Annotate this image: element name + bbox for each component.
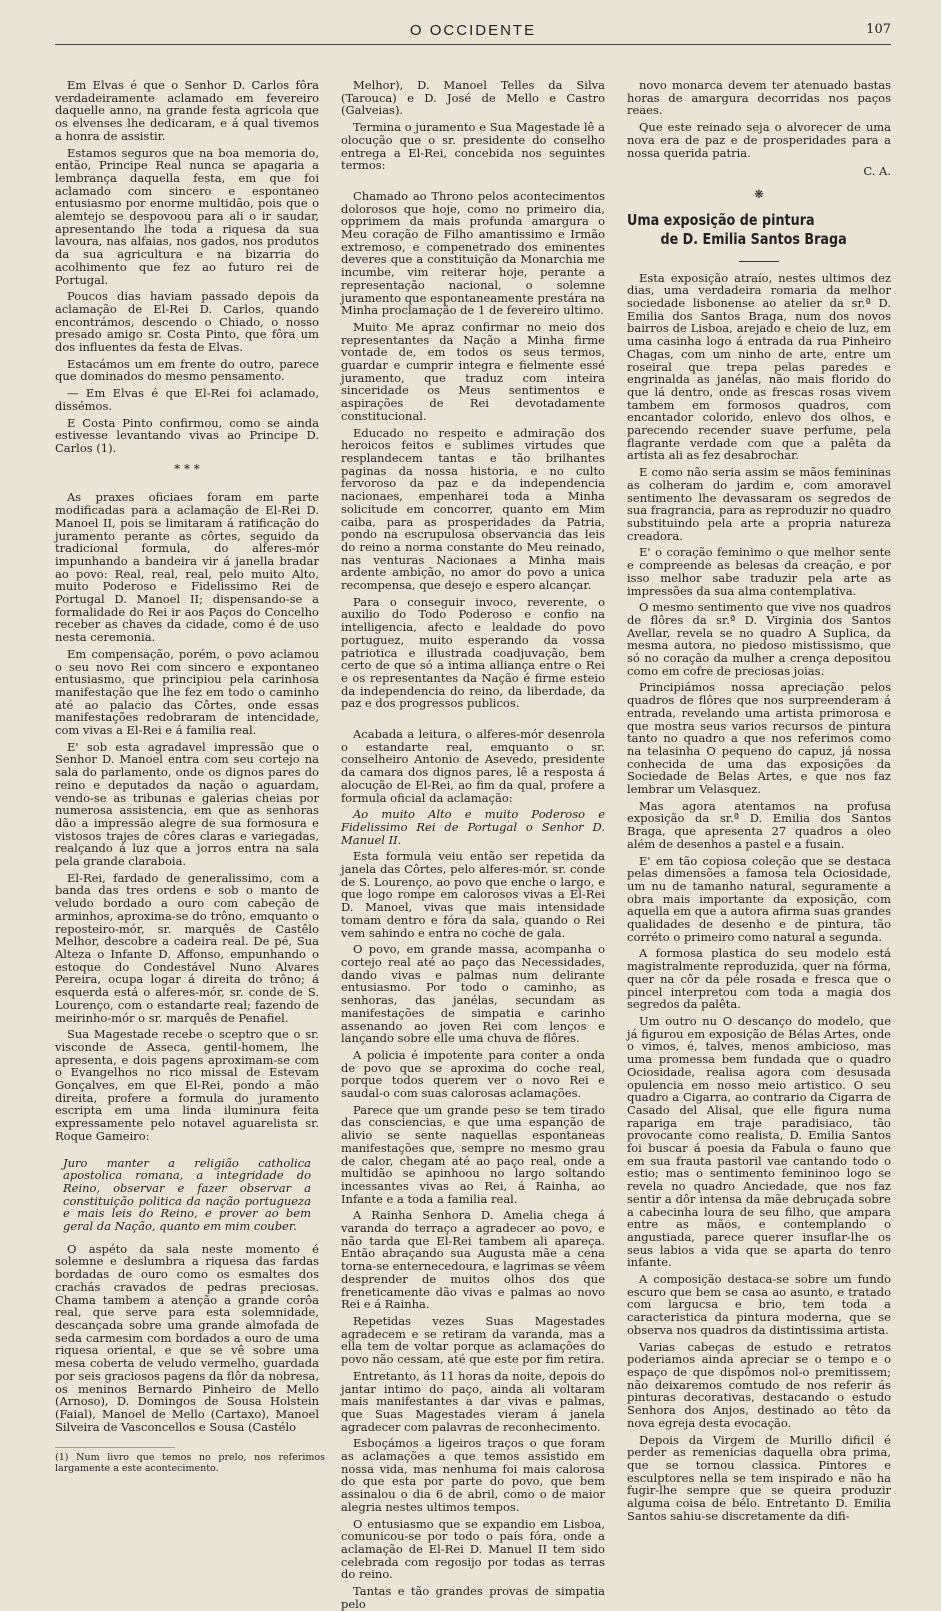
- paragraph: Entretanto, ás 11 horas da noite, depois do jantar intimo do paço, ainda ali voltaram mais manifestantes a dar vivas e palmas, que Suas Magestades vieram á janela agradecer com palavras de reconhecimento.: [341, 1368, 606, 1434]
- signature: C. A.: [863, 164, 891, 179]
- paragraph: Um outro nu O descanço do modelo, que já figurou em exposição de Bélas Artes, onde o vimos, é, talves, menos ambicioso, mas uma promessa bem fundada que o quadro Ociosidade, realisa agora com desusada opulencia em nosso meio artistico. O seu quadro a Cigarra, ao contrario da Cigarra de Casado del Alisal, que elle figura numa rapariga em traje paradisiaco, tão provocante como realista, D. Emilia Santos foi buscar á poesia da Fabula o fauno que em sua frauta pastoril vae cantando todo o estio; mas o sentimento femininoo logo se revela no quadro Anciedade, que nos faz sentir a dôr intensa da mãe debruçada sobre a cabecinha loura de seu filho, que ampara entre as mãos, e contemplando o angustiada, parece querer insuflar-lhe os seus labios a vida que se aparta do tenro infante.: [627, 1014, 891, 1270]
- paragraph: E como não seria assim se mãos femininas as colheram do jardim e, com amoravel sentimento lhe devassaram os segredos de sua fragrancia, para as reproduzir no quadro substituindo pela arte a propria natureza creadora.: [627, 465, 891, 543]
- paragraph: Em compensação, porém, o povo aclamou o seu novo Rei com sincero e expontaneo entusiasmo, que principiou pela carinhosa manifestação que lhe fez em todo o caminho até ao palacio das Côrtes, onde essas manifestações redobraram de intencidade, com vivas a El-Rei e á familia real.: [55, 646, 319, 738]
- paragraph: Educado no respeito e admiração dos heroicos feitos e sublimes virtudes que resplandecem tantas e tão brilhantes paginas da nossa historia, e no culto fervoroso da paz e da independencia nacionaes, empenharei toda a Minha solicitude em concorrer, quanto em Mim caiba, para as prosperidades da Patria, pondo na escrupulosa observancia das leis do reino a norma constante do Meu reinado, nas venturas Nacionaes a Minha mais ardente ambição, no amor do povo a unica recompensa, que desejo e espero alcançar.: [341, 425, 605, 593]
- title-rule: [739, 261, 779, 262]
- paragraph: Principiámos nossa apreciação pelos quadros de flôres que nos surpreenderam á entrada, revelando uma artista primorosa e que mostra seus varios recursos de pintura tanto no quadro a que nos referimos como na telasinha O pequeno do capuz, já nossa conhecida de uma das exposições da Sociedade de Belas Artes, e que nos faz lembrar um Velasquez.: [627, 680, 891, 797]
- paragraph: Estacámos um em frente do outro, parece que dominados do mesmo pensamento.: [55, 356, 319, 384]
- article-title-line-1: Uma exposição de pintura: [627, 210, 815, 229]
- footnote-text: (1) Num livro que temos no prelo, nos referimos largamente a este acontecimento.: [55, 1452, 325, 1475]
- paragraph: Repetidas vezes Suas Magestades agradecem e se retiram da varanda, mas a ella tem de voltar porque as aclamações do povo não cessam, até que este por fim retira.: [341, 1313, 605, 1367]
- paragraph: El-Rei, fardado de generalissimo, com a banda das tres ordens e sob o manto de veludo bordado a ouro com cabeção de arminhos, aproxima-se do trôno, emquanto o reposteiro-mór, sr. marquês de Castêlo Melhor, descobre a cadeira real. De pé, Sua Alteza o Infante D. Affonso, empunhando o estoque do Condestável Nuno Alvares Pereira, ocupa logar á direita do trôno; á esquerda está o alferes-mór, sr. conde de S. Lourenço, com o estandarte real; fazendo de meirinho-mór o sr. marquês de Penafiel.: [55, 870, 319, 1025]
- paragraph: Depois da Virgem de Murillo dificil é perder as remenicias daquella obra prima, que se tornou classica. Pintores e esculptores nella se tem inspirado e não ha fugir-lhe sempre que se queira produzir alguma coisa de bélo. Entretanto D. Emilia Santos sahiu-se discretamente da difi-: [627, 1432, 891, 1523]
- spacer: [341, 714, 605, 728]
- footnote: [55, 1447, 325, 1475]
- section-stars: * * *: [174, 461, 200, 476]
- paragraph: Parece que um grande peso se tem tirado das consciencias, e que uma espanção de alivio se sente naquellas espontaneas manifestações que, sempre no mesmo grau de calor, chegam até ao paço real, onde a multidão se apinhoou no largo soltando incessantes vivas ao Rei, á Rainha, ao Infante e a toda a familia real.: [341, 1102, 605, 1206]
- paragraph: Que este reinado seja o alvorecer de uma nova era de paz e de prosperidades para a nossa querida patria.: [627, 120, 891, 160]
- paragraph: Estamos seguros que na boa memoria do, então, Principe Real nunca se apagaria a lembrança daquella festa, em que foi aclamado com sincero e espontaneo entusiasmo por enorme multidão, pois que o alemtejo se despovoou para ali o ir saudar, apresentando lhe toda a riquesa da sua lavoura, nas alfaias, nos gados, nos produtos da sua agricultura e na bizarria do acolhimento que fez ao futuro rei de Portugal.: [55, 145, 319, 287]
- paragraph: E' em tão copiosa coleção que se destaca pelas dimensões a famosa tela Ociosidade, um nu de tamanho natural, seguramente a obra mais importante da exposição, com aquella em que a autora afirma suas grandes qualidades de desenho e de pintura, tão corréto o primeiro como natural a segunda.: [627, 853, 891, 944]
- text-columns: [55, 78, 891, 1611]
- paragraph: O aspéto da sala neste momento é solemne e deslumbra a riquesa das fardas bordadas de ouro como os esmaltes dos crachás cravados de pedras preciosas. Chama tambem a atenção a grande corôa real, que serve para esta solemnidade, descançada sobre uma grande almofada de seda carmesim com bordados a ouro de uma riquesa oriental, e que se vê sobre uma mesa coberta de veludo vermelho, guardada por seis graciosos pagens da flôr da nobresa, os meninos Bernardo Pinheiro de Mello (Arnoso), D. Domingos de Sousa Holstein (Faial), Manoel de Mello (Cartaxo), Manoel Silveira de Vasconcellos e Sousa (Castélo: [55, 1241, 319, 1434]
- paragraph: Esta exposição atraío, nestes ultimos dez dias, uma verdadeira romaria da melhor sociedade lisbonense ao atelier da sr.ª D. Emilia dos Santos Braga, num dos novos bairros de Lisboa, arejado e cheio de luz, em uma casinha logo á entrada da rua Pinheiro Chagas, com um ninho de arte, entre um roseiral que trepa pelas paredes e engrinalda as janélas, não mais florido do que lá dentro, onde as frescas rosas vivem tambem em formosos quadros, com encantador colorido, enlevo dos olhos, e parecendo recender suave perfume, pela flagrante verdade com que a palêta da artista ali as fez desabrochar.: [627, 270, 891, 463]
- oath-quote: Juro manter a religião catholica apostolica romana, a integridade do Reino, observar e fazer observar a constituição politica da nação portugueza e mais leis do Reino, e prover ao bem geral da Nação, quanto em mim couber.: [63, 1155, 311, 1234]
- paragraph: Termina o juramento e Sua Magestade lê a olocução que o sr. presidente do conselho entrega a El-Rei, concebida nos seguintes termos:: [341, 120, 605, 173]
- paragraph: E' sob esta agradavel impressão que o Senhor D. Manoel entra com seu cortejo na sala do parlamento, onde os dignos pares do reino e deputados da nação o aguardam, vendo-se as tribunas e galerias cheias por numerosa assistencia, em que as senhoras dão a impressão alegre de sua formosura e vistosos trajes de côres claras e variegadas, realçando á luz que a jorros entra na sala pela grande claraboia.: [55, 739, 319, 869]
- paragraph: Mas agora atentamos na profusa exposição da sr.ª D. Emilia dos Santos Braga, que apresenta 27 quadros a oleo além de desenhos a pastel e a fusain.: [627, 798, 891, 851]
- paragraph: Poucos dias haviam passado depois da aclamação de El-Rei D. Carlos, quando encontrámos, descendo o Chiado, o nosso presado amigo sr. Costa Pinto, que fôra um dos influentes da festa de Elvas.: [55, 289, 319, 355]
- column-2: [341, 78, 606, 1611]
- paragraph: — Em Elvas é que El-Rei foi aclamado, dissémos.: [55, 386, 319, 413]
- paragraph: O povo, em grande massa, acompanha o cortejo real até ao paço das Necessidades, dando vivas e palmas num delirante entusiasmo. Por todo o caminho, as senhoras, das janélas, secundam as manifestações de simpatia e carinho assenando ao joven Rei com lenços e lançando sobre elle uma chuva de flôres.: [341, 942, 605, 1046]
- paragraph: Tantas e tão grandes provas de simpatia pelo: [341, 1584, 605, 1611]
- paragraph: Melhor), D. Manoel Telles da Silva (Tarouca) e D. José de Mello e Castro (Galveias).: [341, 78, 605, 118]
- page-number: 107: [866, 22, 891, 37]
- paragraph: E' o coração feminimo o que melhor sente e compreende as belesas da creação, e por isso melhor sabe traduzir pela arte as impressões da sua alma contemplativa.: [627, 545, 891, 598]
- acclamation-formula: Ao muito Alto e muito Poderoso e Fidelissimo Rei de Portugal o Senhor D. Manuel II.: [341, 807, 605, 847]
- paragraph: As praxes oficiaes foram em parte modificadas para a aclamação de El-Rei D. Manoel II, pois se limitaram á ratificação do juramento perante as côrtes, seguido da tradicional formula, do alferes-mór impunhando a bandeira vir á janella bradar ao povo: Real, real, real, pelo muito Alto, muito Poderoso e Fidelissimo Rei de Portugal D. Manoel II; dispensando-se a formalidade do Rei ir aos Paços do Concelho receber as chaves da cidade, como é de uso nesta ceremonia.: [55, 490, 319, 645]
- article-title: [627, 211, 892, 249]
- paragraph: O entusiasmo que se expandio em Lisboa, comunicou-se por todo o país fóra, onde a aclamação de El-Rei D. Manuel II tem sido celebrada com regosijo por todas as terras do reino.: [341, 1516, 605, 1582]
- paragraph: A formosa plastica do seu modelo está magistralmente reproduzida, quer na fórma, quer na côr da péle rosada e fresca que o pincel interpretou com toda a magia dos segredos da palêta.: [627, 946, 891, 1012]
- paragraph: Esboçámos a ligeiros traços o que foram as aclamações a que temos assistido em nossa vida, mas nenhuma foi mais calorosa do que esta por parte do povo, que bem assinalou o dia 6 de abril, como o de maior alegria nestes ultimos tempos.: [341, 1436, 605, 1514]
- ornament-divider: ❋: [754, 186, 764, 201]
- paragraph: E Costa Pinto confirmou, como se ainda estivesse levantando vivas ao Principe D. Carlos (1).: [55, 415, 319, 455]
- paragraph: Varias cabeças de estudo e retratos poderiamos ainda apreciar se o tempo e o espaço de que dispômos nol-o premitissem; não deixaremos comtudo de nos referir ás pinturas decorativas, destacando o estudo Senhora dos Anjos, destinado ao têto da nova egreja desta evocação.: [627, 1339, 891, 1430]
- paragraph: Para o conseguir invoco, reverente, o auxilio do Todo Poderoso e confio na intelligencia, afecto e lealdade do povo portuguez, muito esperando da vossa patriotica e illustrada coadjuvação, bem certo de que só a intima alliança entre o Rei e os representantes da Nação é firme esteio da independencia do reino, da liberdade, da paz e dos progressos publicos.: [341, 594, 605, 711]
- paragraph: O mesmo sentimento que vive nos quadros de flôres da sr.ª D. Virginia dos Santos Avellar, revela se no quadro A Suplica, da mesma autora, no piedoso mistissismo, que só no coração da mulher a crença depositou como em cofre de preciosas joias.: [627, 600, 891, 678]
- column-3: [627, 78, 891, 1523]
- paragraph: A policia é impotente para conter a onda de povo que se aproxima do coche real, porque todos querem ver o novo Rei e saudal-o com suas calorosas aclamações.: [341, 1047, 605, 1101]
- paragraph: A Rainha Senhora D. Amelia chega á varanda do terraço a agradecer ao povo, e não tarda que El-Rei tambem ali apareça. Então abraçando sua Augusta mãe a cena torna-se enternecedoura, e lagrimas se vêem desprender de muitos olhos dos que freneticamente dão vivas e palmas ao novo Rei e á Rainha.: [341, 1208, 605, 1312]
- article-title-line-2: de D. Emilia Santos Braga: [660, 229, 847, 248]
- paragraph: Esta formula veiu então ser repetida da janela das Côrtes, pelo alferes-mór. sr. conde de S. Lourenço, ao povo que enche o largo, e que logo rompe em calorosos vivas a El-Rei D. Manoel, vivas que mais intensidade tomam dentro e fóra da sala, quando o Rei vem sahindo e entra no coche de gala.: [341, 849, 605, 940]
- spacer: [341, 176, 605, 190]
- paragraph: Em Elvas é que o Senhor D. Carlos fôra verdadeiramente aclamado em fevereiro daquelle anno, na grande festa agricola que os elvenses lhe dedicaram, e á qual tivemos a honra de assistir.: [55, 78, 319, 143]
- journal-title: O OCCIDENTE: [409, 22, 537, 39]
- paragraph: A composição destaca-se sobre um fundo escuro que bem se casa ao asunto, e tratado com largucsa e brio, tem toda a caracteristica da pintura moderna, que se observa nos quadros da distintissima artista.: [627, 1272, 891, 1337]
- column-1: [55, 78, 325, 1475]
- paragraph: Chamado ao Throno pelos acontecimentos dolorosos que hoje, como no primeiro dia, opprimem da mais profunda amargura o Meu coração de Filho amantissimo e Irmão extremoso, e compenetrado dos eminentes deveres que a constituição da Monarchia me incumbe, vim reiterar hoje, perante a representação nacional, o solemne juramento que espontaneamente prestára na Minha proclamação de 1 de fevereiro ultimo.: [341, 188, 605, 318]
- paragraph: Sua Magestade recebe o sceptro que o sr. visconde de Asseca, gentil-homem, lhe apresenta, e dois pagens aproximam-se com o Evangelhos no rico missal de Estevam Gonçalves, em que El-Rei, pondo a mão direita, profere a formula do juramento escripta em uma linda iluminura feita expressamente pelo notavel aguarelista sr. Roque Gameiro:: [55, 1027, 319, 1143]
- paragraph: Muito Me apraz confirmar no meio dos representantes da Nação a Minha firme vontade de, em todos os seus termos, guardar e cumprir integra e fielmente essé juramento, que traduz com inteira sinceridade os Meus sentimentos e aspirações de Rei devotadamente constitucional.: [341, 319, 605, 423]
- page-header: [55, 20, 891, 45]
- paragraph: novo monarca devem ter atenuado bastas horas de amargura decorridas nos paços reaes.: [627, 78, 891, 118]
- paragraph: Acabada a leitura, o alferes-mór desenrola o estandarte real, emquanto o sr. conselheiro Antonio de Asevedo, presidente da camara dos dignos pares, lê a resposta á alocução de El-Rei, ao fim da qual, profere a formula oficial da aclamação:: [341, 727, 605, 805]
